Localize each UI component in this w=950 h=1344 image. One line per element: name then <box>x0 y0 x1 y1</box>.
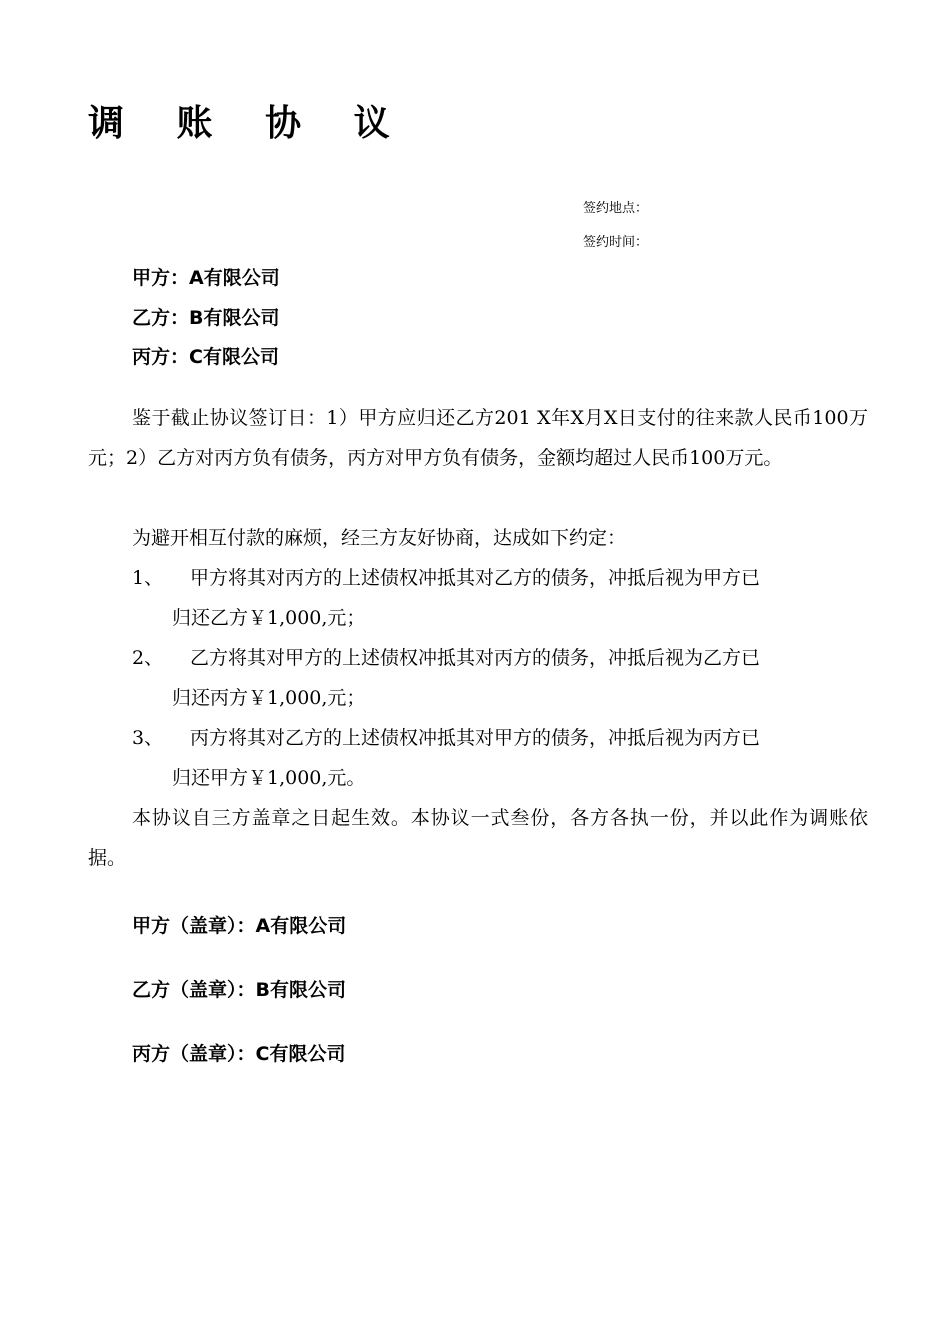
signature-party-b: 乙方（盖章）：B有限公司 <box>132 979 346 1001</box>
clause-text-line: 甲方将其对丙方的上述债权冲抵其对乙方的债务，冲抵后视为甲方已 <box>190 567 761 589</box>
recital-paragraph: 鉴于截止协议签订日：1）甲方应归还乙方201 X年X月X日支付的往来款人民币100万元；2）乙方对丙方负有债务，丙方对甲方负有债务，金额均超过人民币100万元。 <box>88 407 868 469</box>
document-title: 调 账 协 议 <box>88 103 410 144</box>
clause-item <box>132 638 868 718</box>
signature-party-a: 甲方（盖章）：A有限公司 <box>132 915 347 937</box>
party-b: 乙方：B有限公司 <box>132 307 280 329</box>
clause-number: 3、 <box>132 727 164 749</box>
agreement-intro-paragraph: 为避开相互付款的麻烦，经三方友好协商，达成如下约定： <box>132 527 627 549</box>
clause-text-line: 归还丙方￥1,000,元； <box>172 687 366 709</box>
party-a: 甲方：A有限公司 <box>132 267 280 289</box>
clause-text <box>172 558 868 638</box>
clause-number: 2、 <box>132 647 164 669</box>
clause-item <box>132 718 868 798</box>
clause-number: 1、 <box>132 567 164 589</box>
clause-text-line: 归还甲方￥1,000,元。 <box>172 767 366 789</box>
clause-text-line: 丙方将其对乙方的上述债权冲抵其对甲方的债务，冲抵后视为丙方已 <box>190 727 761 749</box>
sign-place-label: 签约地点： <box>583 201 649 216</box>
clause-text <box>172 638 868 718</box>
effectiveness-paragraph: 本协议自三方盖章之日起生效。本协议一式叁份，各方各执一份，并以此作为调账依据。 <box>88 807 868 869</box>
clause-text <box>172 718 868 798</box>
clause-text-line: 乙方将其对甲方的上述债权冲抵其对丙方的债务，冲抵后视为乙方已 <box>190 647 761 669</box>
sign-time-label: 签约时间： <box>583 235 649 250</box>
party-c: 丙方：C有限公司 <box>132 346 279 368</box>
clause-text-line: 归还乙方￥1,000,元； <box>172 607 366 629</box>
clause-item <box>132 558 868 638</box>
clause-list <box>132 558 868 798</box>
signature-party-c: 丙方（盖章）：C有限公司 <box>132 1043 346 1065</box>
